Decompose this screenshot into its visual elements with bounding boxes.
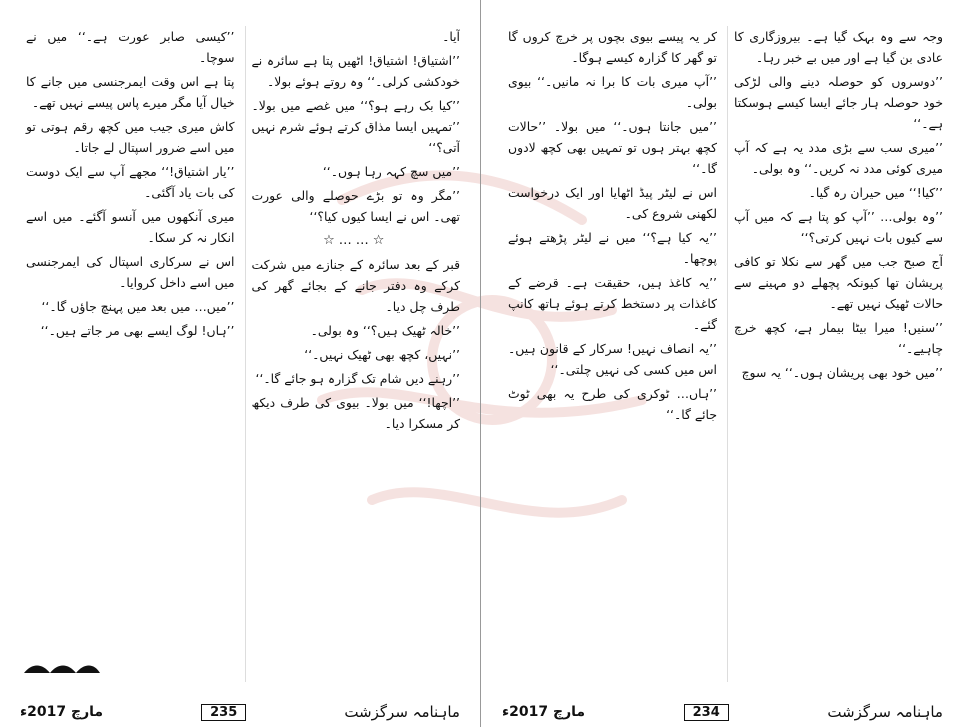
- magazine-name: ماہنامہ سرگزشت: [827, 703, 943, 721]
- paragraph: ’’کیا!‘‘ میں حیران رہ گیا۔: [808, 185, 943, 200]
- paragraph: ’’اشتیاق! اشتیاق! اٹھیں پتا ہے سائرہ نے خودکشی کرلی۔‘‘ وہ روتے ہوئے بولا۔: [251, 53, 460, 89]
- paragraph: آج صبح جب میں گھر سے نکلا تو کافی پریشان تھا کیونکہ پچھلے دو مہینے سے حالات ٹھیک نہیں تھے۔: [734, 254, 943, 311]
- paragraph: ’’وہ بولی… ’’آپ کو پتا ہے کہ میں آپ سے کیوں بات نہیں کرتی؟‘‘: [734, 209, 943, 245]
- column-left: [20, 26, 235, 682]
- paragraph: وجہ سے وہ بہک گیا ہے۔ بیروزگاری کا عادی بن گیا ہے اور میں بے خبر رہا۔: [734, 29, 943, 65]
- paragraph: ’’میں… میں بعد میں پہنچ جاؤں گا۔‘‘: [41, 299, 235, 314]
- column-right: [245, 26, 461, 682]
- column-left: [502, 26, 717, 682]
- page-number: 234: [684, 704, 729, 721]
- page-footer: [502, 703, 943, 721]
- paragraph: ’’رہنے دیں شام تک گزارہ ہو جائے گا۔‘‘: [255, 371, 460, 386]
- paragraph: ’’میں خود بھی پریشان ہوں۔‘‘ یہ سوچ: [741, 365, 943, 380]
- end-ornament-icon: [22, 661, 102, 675]
- text-columns: [20, 26, 460, 682]
- page-footer: [20, 703, 460, 721]
- column-right: [727, 26, 943, 682]
- paragraph: ’’ہاں! لوگ ایسے بھی مر جاتے ہیں۔‘‘: [40, 323, 235, 338]
- paragraph: ’’آپ میری بات کا برا نہ مانیں۔‘‘ بیوی بولی۔: [508, 74, 717, 110]
- paragraph: ’’یہ کیا ہے؟‘‘ میں نے لیٹر پڑھتے ہوئے پوچھا۔: [508, 230, 717, 266]
- paragraph: ’’مگر وہ تو بڑے حوصلے والی عورت تھی۔ اس نے ایسا کیوں کیا؟‘‘: [251, 188, 460, 224]
- paragraph: میری آنکھوں میں آنسو آگئے۔ میں اسے انکار نہ کر سکا۔: [26, 209, 235, 245]
- text-columns: [502, 26, 943, 682]
- paragraph: ’’ہاں… ٹوکری کی طرح یہ بھی ٹوٹ جائے گا۔‘‘: [508, 386, 717, 422]
- paragraph: ’’کیسی صابر عورت ہے۔‘‘ میں نے سوچا۔: [26, 29, 235, 65]
- paragraph: کاش میری جیب میں کچھ رقم ہوتی تو میں اسے ضرور اسپتال لے جاتا۔: [26, 119, 235, 155]
- page-235: [0, 0, 481, 727]
- page-number: 235: [201, 704, 246, 721]
- paragraph: ’’نہیں، کچھ بھی ٹھیک نہیں۔‘‘: [304, 347, 460, 362]
- paragraph: پتا ہے اس وقت ایمرجنسی میں جانے کا خیال آیا مگر میرے پاس پیسے نہیں تھے۔: [26, 74, 235, 110]
- paragraph: اس نے لیٹر پیڈ اٹھایا اور ایک درخواست لکھنی شروع کی۔: [508, 185, 717, 221]
- paragraph: ’’سنیں! میرا بیٹا بیمار ہے، کچھ خرچ چاہیے۔‘‘: [734, 320, 943, 356]
- paragraph: اس نے سرکاری اسپتال کی ایمرجنسی میں اسے داخل کروایا۔: [26, 254, 235, 290]
- paragraph: ’’یار اشتیاق!‘‘ مجھے آپ سے ایک دوست کی بات یاد آگئی۔: [26, 164, 235, 200]
- section-divider: ☆……☆: [323, 233, 389, 248]
- magazine-name: ماہنامہ سرگزشت: [344, 703, 460, 721]
- footer-month: مارچ 2017ء: [502, 704, 586, 720]
- paragraph: ’’یہ کاغذ ہیں، حقیقت ہے۔ قرضے کے کاغذات پر دستخط کرتے ہوئے ہاتھ کانپ گئے۔: [508, 275, 717, 332]
- paragraph: ’’خالہ ٹھیک ہیں؟‘‘ وہ بولی۔: [310, 323, 460, 338]
- paragraph: ’’دوسروں کو حوصلہ دینے والی لڑکی خود حوصلہ ہار جائے ایسا کیسے ہوسکتا ہے۔‘‘: [734, 74, 943, 131]
- paragraph: ’’کیا بک رہے ہو؟‘‘ میں غصے میں بولا۔ ’’تمہیں ایسا مذاق کرتے ہوئے شرم نہیں آتی؟‘‘: [251, 98, 460, 155]
- paragraph: کر یہ پیسے بیوی بچوں پر خرچ کروں گا تو گھر کا گزارہ کیسے ہوگا۔: [508, 29, 717, 65]
- footer-month: مارچ 2017ء: [20, 704, 104, 720]
- paragraph: ’’یہ انصاف نہیں! سرکار کے قانون ہیں۔ اس میں کسی کی نہیں چلتی۔‘‘: [508, 341, 717, 377]
- page-234: [482, 0, 963, 727]
- paragraph: ’’اچھا!‘‘ میں بولا۔ بیوی کی طرف دیکھ کر مسکرا دیا۔: [251, 395, 460, 431]
- paragraph: آیا۔: [442, 29, 460, 44]
- paragraph: ’’میں سچ کہہ رہا ہوں۔‘‘: [322, 164, 460, 179]
- paragraph: ’’میری سب سے بڑی مدد یہ ہے کہ آپ میری کوئی مدد نہ کریں۔‘‘ وہ بولی۔: [734, 140, 943, 176]
- paragraph: قبر کے بعد سائرہ کے جنازے میں شرکت کرکے وہ دفتر جانے کے بجائے گھر کی طرف چل دیا۔: [251, 257, 460, 314]
- paragraph: ’’میں جانتا ہوں۔‘‘ میں بولا۔ ’’حالات کچھ بہتر ہوں تو تمہیں بھی کچھ لادوں گا۔‘‘: [508, 119, 717, 176]
